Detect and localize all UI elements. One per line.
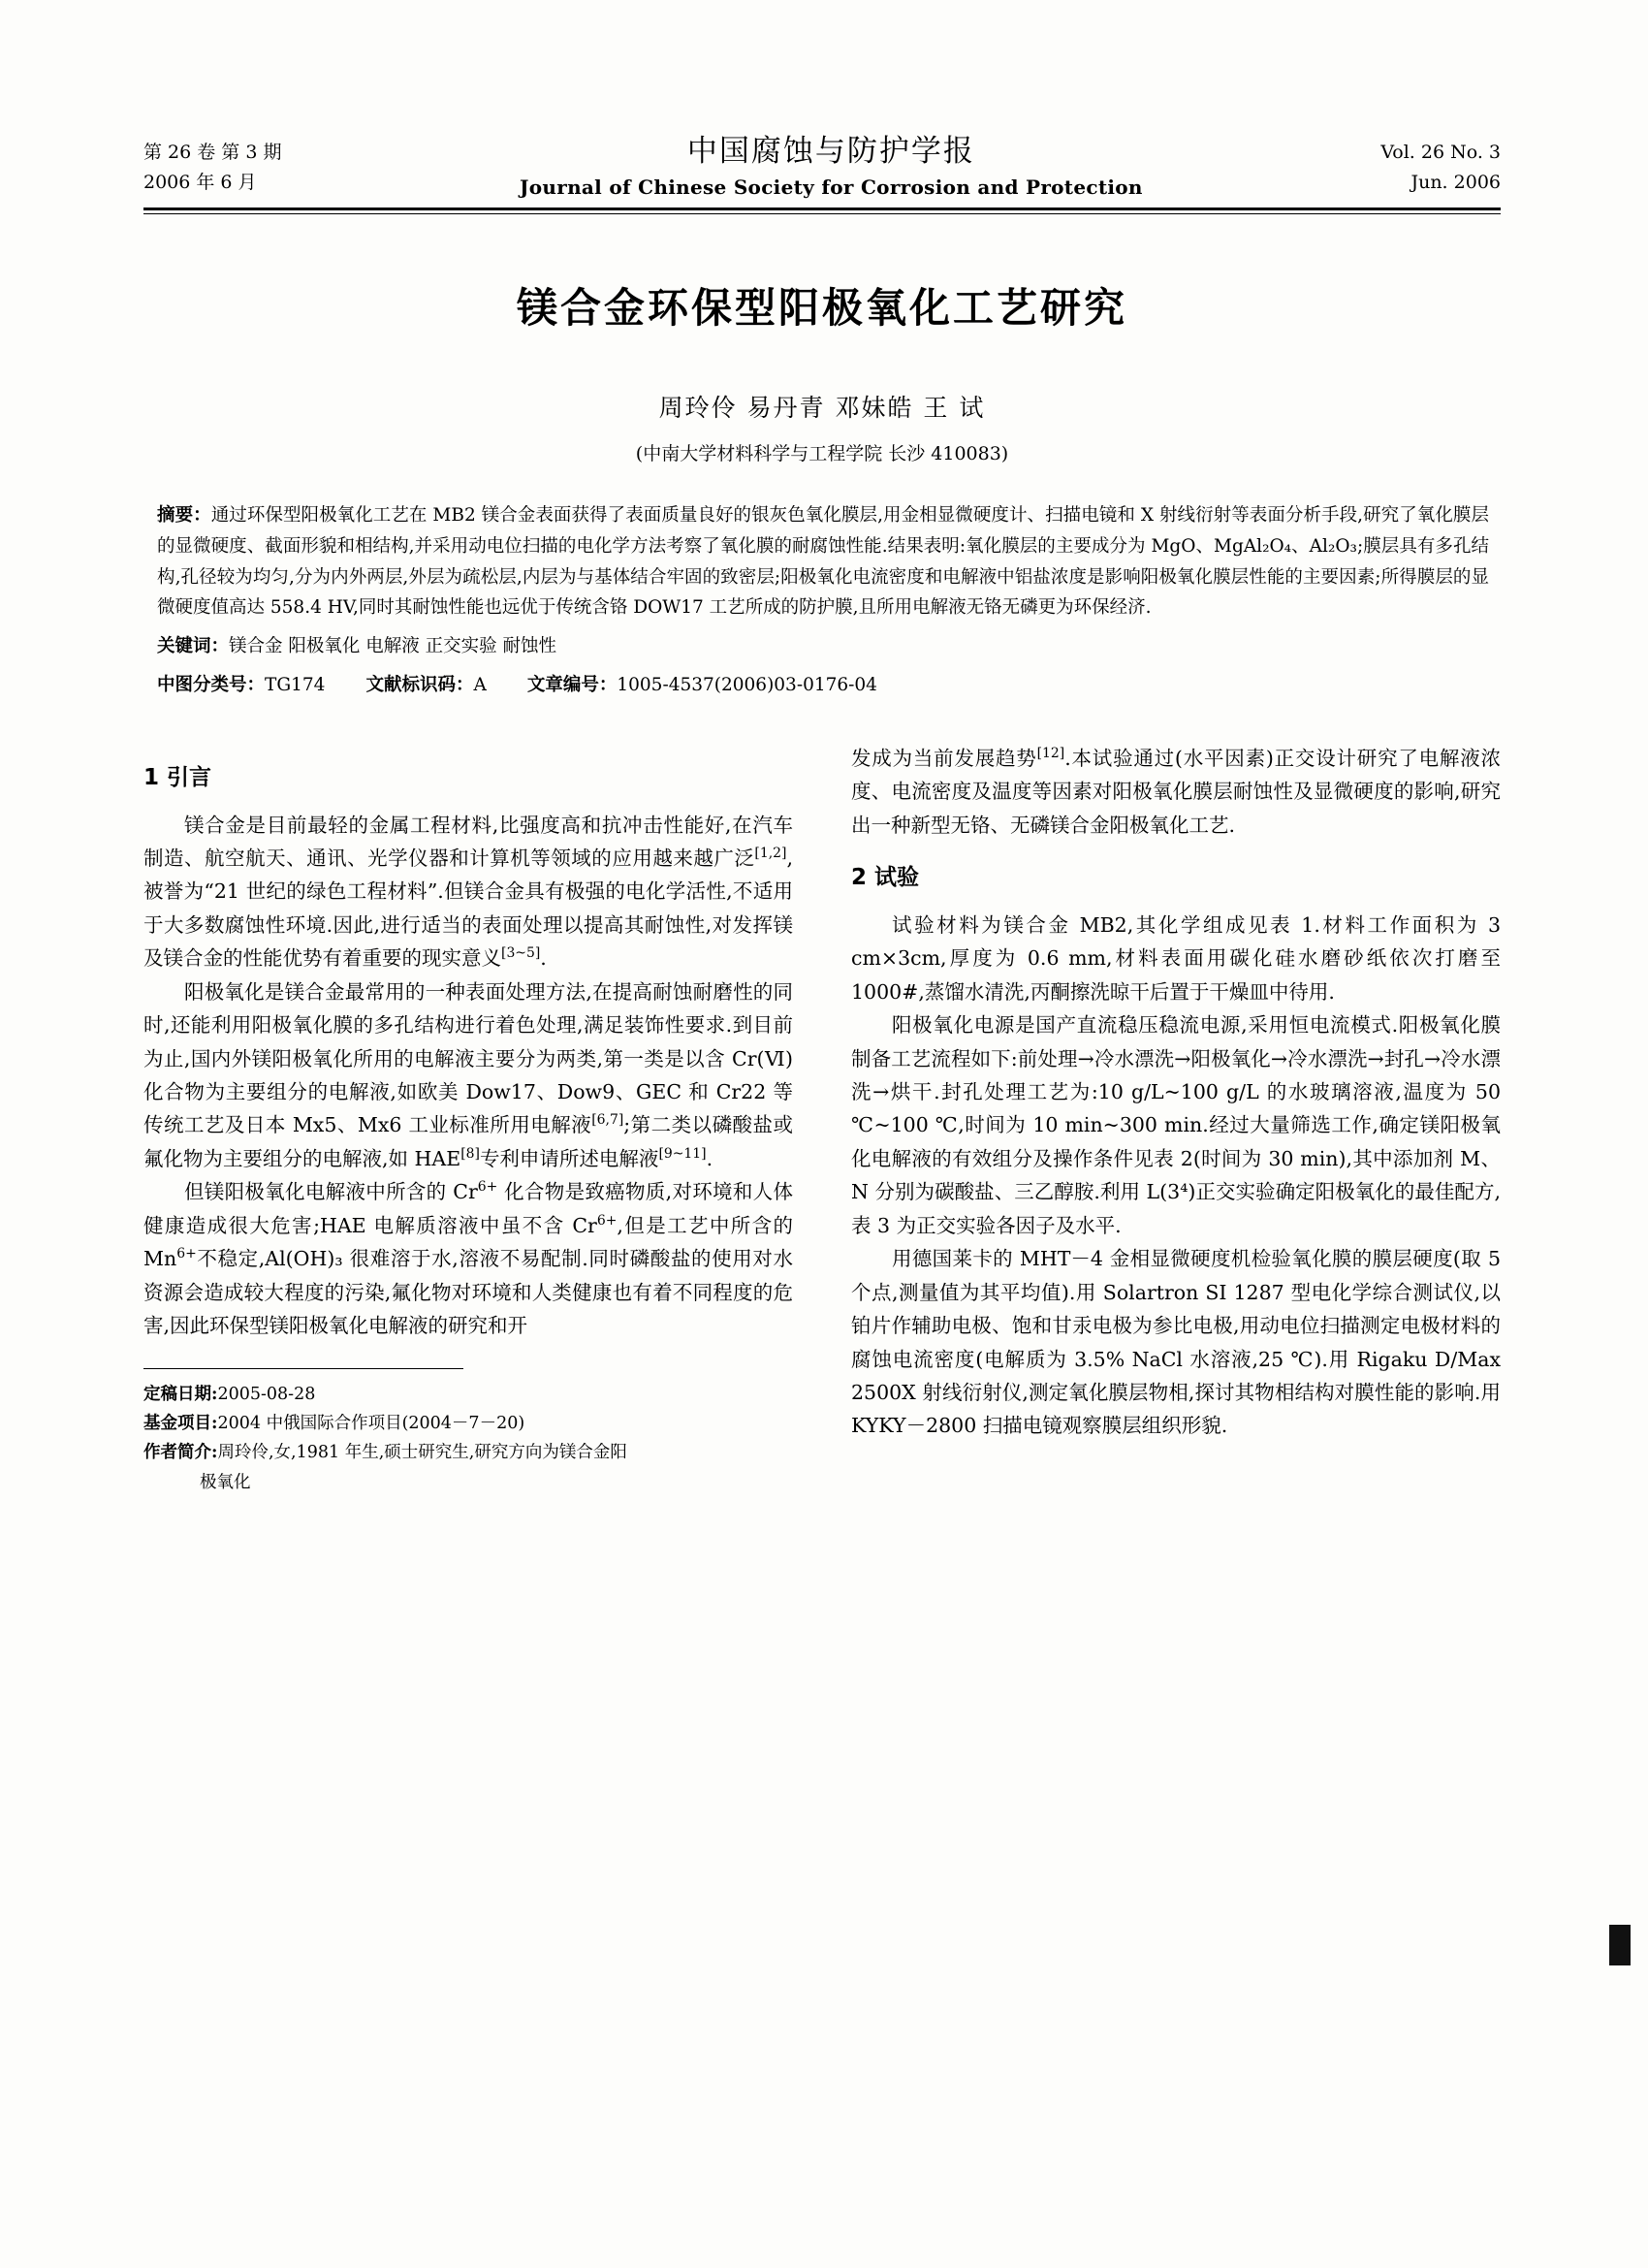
masthead-left — [143, 138, 281, 199]
abstract-paragraph — [157, 500, 1489, 623]
section-heading-1: 1 引言 — [143, 764, 212, 790]
para-text: 化合物是致癌物质,对环境和人体健康造成很大危害;HAE 电解质溶液中虽不含 Cr — [143, 1180, 793, 1237]
column-left — [143, 742, 793, 1498]
para-text: ;第二类以磷酸盐或氟化物为主要组分的电解液,如 HAE — [143, 1113, 793, 1170]
superscript-charge: 6+ — [596, 1212, 618, 1229]
footnote-divider — [143, 1368, 463, 1369]
abstract-label: 摘要： — [157, 505, 211, 526]
page-title: 镁合金环保型阳极氧化工艺研究 — [516, 284, 1127, 332]
para-text: 但镁阳极氧化电解液中所含的 Cr — [184, 1180, 478, 1204]
para-text: 镁合金是目前最轻的金属工程材料,比强度高和抗冲击性能好,在汽车制造、航空航天、通讯、光学仪器和计算机等领域的应用越来越广泛 — [143, 813, 793, 870]
paragraph-2-2: 阳极氧化电源是国产直流稳压稳流电源,采用恒电流模式.阳极氧化膜制备工艺流程如下:前处理→冷水漂洗→阳极氧化→冷水漂洗→封孔→冷水漂洗→烘干.封孔处理工艺为:10 g/L~100 g/L 的水玻璃溶液,温度为 50 ℃~100 ℃,时间为 10 min~300 min.经过大量筛选工作,确定镁阳极氧化电解液的有效组分及操作条件见表 2(时间为 30 min),其中添加剂 M、N 分别为碳酸盐、三乙醇胺.利用 L(3⁴)正交实验确定阳极氧化的最佳配方,表 3 为正交实验各因子及水平. — [851, 1013, 1501, 1237]
masthead — [143, 126, 1501, 205]
paragraph-1-2 — [143, 975, 793, 1176]
issue-date-en: Jun. 2006 — [1410, 171, 1501, 193]
masthead-center — [281, 126, 1380, 199]
citation-ref: [8] — [460, 1146, 480, 1163]
keywords-label: 关键词： — [157, 636, 230, 657]
footnote-funding — [143, 1410, 793, 1437]
section-heading-2: 2 试验 — [851, 865, 920, 891]
article-number-value: 1005-4537(2006)03-0176-04 — [617, 675, 877, 696]
column-right — [851, 742, 1501, 1498]
affiliation: (中南大学材料科学与工程学院 长沙 410083) — [635, 443, 1009, 464]
footnote-label: 作者简介: — [143, 1443, 218, 1463]
para-text: 阳极氧化是镁合金最常用的一种表面处理方法,在提高耐蚀耐磨性的同时,还能利用阳极氧化膜的多孔结构进行着色处理,满足装饰性要求.到目前为止,国内外镁阳极氧化所用的电解液主要分为两类,第一类是以含 Cr(Ⅵ)化合物为主要组分的电解液,如欧美 Dow17、Dow9、GEC 和 Cr22 等传统工艺及日本 Mx5、Mx6 工业标准所用电解液 — [143, 979, 793, 1137]
paragraph-2-1: 试验材料为镁合金 MB2,其化学组成见表 1.材料工作面积为 3 cm×3cm,厚度为 0.6 mm,材料表面用碳化硅水磨砂纸依次打磨至 1000#,蒸馏水清洗,丙酮擦洗晾干后置于干燥皿中待用. — [851, 912, 1501, 1004]
citation-ref: [12] — [1036, 746, 1065, 762]
keywords-value: 镁合金 阳极氧化 电解液 正交实验 耐蚀性 — [229, 636, 557, 657]
volume-issue-en: Vol. 26 No. 3 — [1380, 142, 1501, 164]
paragraph-1-4 — [851, 742, 1501, 842]
para-text: 专利申请所述电解液 — [479, 1146, 659, 1170]
footnote-label: 基金项目: — [143, 1413, 218, 1433]
footnote-author-bio-cont: 极氧化 — [200, 1472, 251, 1492]
citation-ref: [1,2] — [754, 846, 787, 862]
footnote-author-bio — [143, 1439, 793, 1466]
journal-title-en: Journal of Chinese Society for Corrosion and Protection — [520, 176, 1143, 199]
clc-label: 中图分类号： — [157, 675, 266, 696]
clc-value: TG174 — [265, 675, 326, 696]
classification-line — [157, 670, 1489, 701]
para-text: . — [706, 1146, 713, 1170]
volume-issue: 第 26 卷 第 3 期 — [143, 142, 282, 164]
page-edge-mark — [1609, 1925, 1631, 1965]
keywords-line — [157, 631, 1489, 662]
abstract-text: 通过环保型阳极氧化工艺在 MB2 镁合金表面获得了表面质量良好的银灰色氧化膜层,用金相显微硬度计、扫描电镜和 X 射线衍射等表面分析手段,研究了氧化膜层的显微硬度、截面形貌和相结构,并采用动电位扫描的电化学方法考察了氧化膜的耐腐蚀性能.结果表明:氧化膜层的主要成分为 MgO、MgAl₂O₄、Al₂O₃;膜层具有多孔结构,孔径较为均匀,分为内外两层,外层为疏松层,内层为与基体结合牢固的致密层;阳极氧化电流密度和电解液中铝盐浓度是影响阳极氧化膜层性能的主要因素;所得膜层的显微硬度值高达 558.4 HV,同时其耐蚀性能也远优于传统含铬 DOW17 工艺所成的防护膜,且所用电解液无铬无磷更为环保经济. — [157, 505, 1489, 619]
author-list: 周玲伶 易丹青 邓妹皓 王 试 — [658, 394, 986, 422]
journal-title-cn: 中国腐蚀与防护学报 — [686, 134, 975, 169]
doccode-label: 文献标识码： — [365, 675, 474, 696]
page-content — [143, 126, 1501, 1498]
paragraph-1-1 — [143, 809, 793, 975]
footnote-value: 2005-08-28 — [217, 1384, 316, 1404]
masthead-right — [1380, 138, 1501, 199]
doccode-value: A — [473, 675, 487, 696]
issue-date-cn: 2006 年 6 月 — [143, 171, 257, 193]
footnote-received — [143, 1381, 793, 1408]
footnote-value: 2004 中俄国际合作项目(2004－7－20) — [217, 1413, 525, 1433]
citation-ref: [3~5] — [501, 945, 541, 962]
para-text: 发成为当前发展趋势 — [851, 746, 1037, 770]
superscript-charge: 6+ — [477, 1179, 498, 1196]
para-text: . — [540, 946, 547, 971]
citation-ref: [6,7] — [591, 1112, 624, 1129]
para-text: ,但是工艺中所含的 Mn — [143, 1213, 793, 1271]
para-text: .本试验通过(水平因素)正交设计研究了电解液浓度、电流密度及温度等因素对阳极氧化膜层耐蚀性及显微硬度的影响,研究出一种新型无铬、无磷镁合金阳极氧化工艺. — [851, 746, 1502, 837]
paragraph-1-3 — [143, 1175, 793, 1342]
footnotes — [143, 1381, 793, 1496]
abstract-block — [143, 500, 1501, 701]
citation-ref: [9~11] — [658, 1146, 707, 1163]
footnote-label: 定稿日期: — [143, 1384, 218, 1404]
paragraph-2-3: 用德国莱卡的 MHT－4 金相显微硬度机检验氧化膜的膜层硬度(取 5 个点,测量值为其平均值).用 Solartron SI 1287 型电化学综合测试仪,以铂片作辅助电极、饱和甘汞电极为参比电极,用动电位扫描测定电极材料的腐蚀电流密度(电解质为 3.5% NaCl 水溶液,25 ℃).用 Rigaku D/Max 2500X 射线衍射仪,测定氧化膜层物相,探讨其物相结构对膜性能的影响.用 KYKY－2800 扫描电镜观察膜层组织形貌. — [851, 1247, 1501, 1438]
para-text: ,被誉为“21 世纪的绿色工程材料”.但镁合金具有极强的电化学活性,不适用于大多数腐蚀性环境.因此,进行适当的表面处理以提高其耐蚀性,对发挥镁及镁合金的性能优势有着重要的现实意义 — [143, 846, 793, 971]
footnote-value: 周玲伶,女,1981 年生,硕士研究生,研究方向为镁合金阳 — [217, 1443, 627, 1463]
article-number-label: 文章编号： — [526, 675, 618, 696]
para-text: 不稳定,Al(OH)₃ 很难溶于水,溶液不易配制.同时磷酸盐的使用对水资源会造成较大程度的污染,氟化物对环境和人类健康也有着不同程度的危害,因此环保型镁阳极氧化电解液的研究和开 — [143, 1247, 793, 1338]
body-columns — [143, 742, 1501, 1498]
superscript-charge: 6+ — [176, 1246, 197, 1262]
masthead-divider — [143, 208, 1501, 214]
